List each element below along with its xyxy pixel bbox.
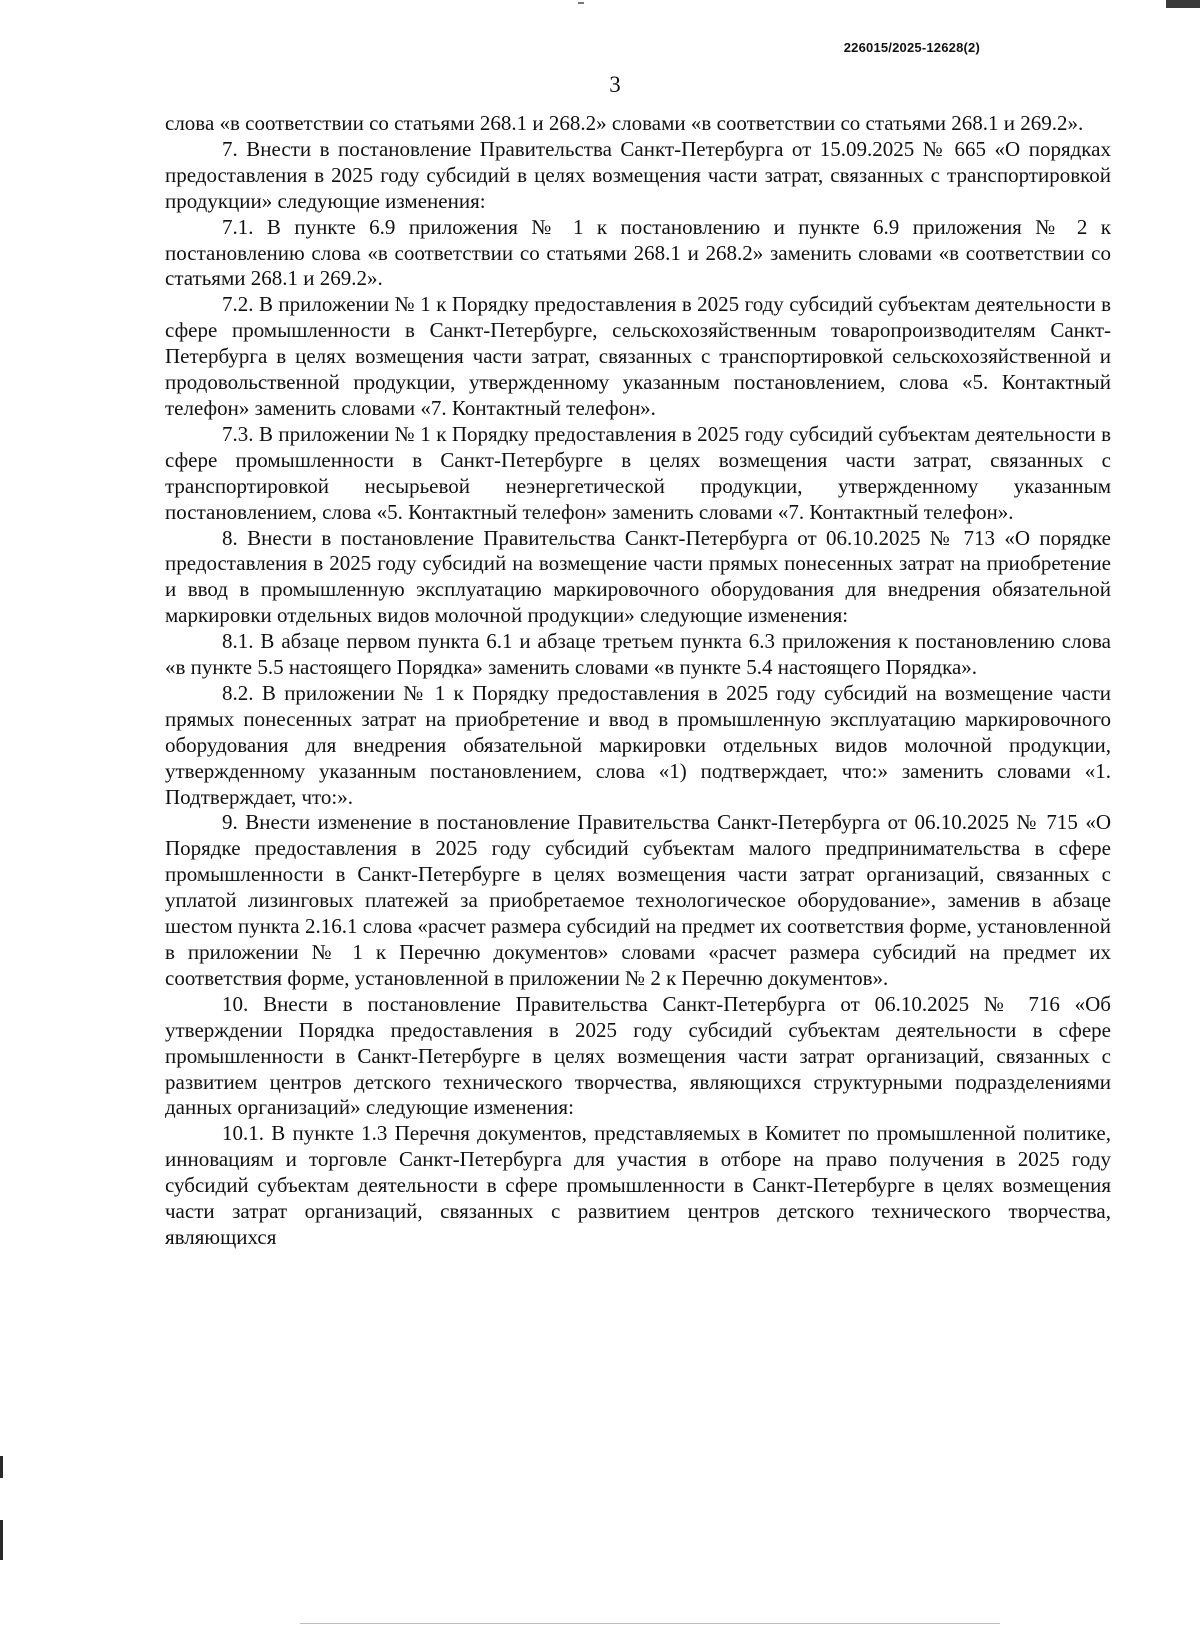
page-number: 3 [609,72,621,97]
scan-artifact-left [0,1520,3,1560]
paragraph-item-10: 10. Внести в постановление Правительства Санкт-Петербурга от 06.10.2025 № 716 «Об утверждении Порядка предоставления в 2025 году субсидий субъектам деятельности в сфере промышленности в Санкт-Петербурге в целях возмещения части затрат организаций, связанных с развитием центров детского технического творчества, являющихся структурными подразделениями данных организаций» следующие изменения: [165,991,1111,1120]
paragraph-item-7-1: 7.1. В пункте 6.9 приложения № 1 к постановлению и пункте 6.9 приложения № 2 к постановлению слова «в соответствии со статьями 268.1 и 268.2» заменить словами «в соответствии со статьями 268.1 и 269.2». [165,214,1111,291]
paragraph-item-7-2: 7.2. В приложении № 1 к Порядку предоставления в 2025 году субсидий субъектам деятельности в сфере промышленности в Санкт-Петербурге, сельскохозяйственным товаропроизводителям Санкт-Петербурга в целях возмещения части затрат, связанных с транспортировкой сельскохозяйственной и продовольственной продукции, утвержденному указанным постановлением, слова «5. Контактный телефон» заменить словами «7. Контактный телефон». [165,292,1111,420]
paragraph-item-9: 9. Внести изменение в постановление Правительства Санкт-Петербурга от 06.10.2025 № 715 «О Порядке предоставления в 2025 году субсидий субъектам малого предпринимательства в сфере промышленности в Санкт-Петербурге в целях возмещения части затрат организаций, связанных с уплатой лизинговых платежей за приобретаемое технологическое оборудование», заменив в абзаце шестом пункта 2.16.1 слова «расчет размера субсидий на предмет их соответствия форме, установленной в приложении № 1 к Перечню документов» словами «расчет размера субсидий на предмет их соответствия форме, установленной в приложении № 2 к Перечню документов». [165,810,1111,990]
scan-artifact-dot [578,2,584,4]
document-body [165,111,1111,1251]
paragraph-item-8: 8. Внести в постановление Правительства Санкт-Петербурга от 06.10.2025 № 713 «О порядке предоставления в 2025 году субсидий на возмещение части прямых понесенных затрат на приобретение и ввод в промышленную эксплуатацию маркировочного оборудования для внедрения обязательной маркировки отдельных видов молочной продукции» следующие изменения: [165,525,1111,628]
scan-artifact-left [0,1456,3,1478]
paragraph-continuation: слова «в соответствии со статьями 268.1 и 268.2» словами «в соответствии со статьями 268.1 и 269.2». [165,111,1084,135]
paragraph-item-7-3: 7.3. В приложении № 1 к Порядку предоставления в 2025 году субсидий субъектам деятельности в сфере промышленности в Санкт-Петербурге в целях возмещения части затрат, связанных с транспортировкой несырьевой неэнергетической продукции, утвержденному указанным постановлением, слова «5. Контактный телефон» заменить словами «7. Контактный телефон». [165,421,1111,524]
paragraph-item-8-1: 8.1. В абзаце первом пункта 6.1 и абзаце третьем пункта 6.3 приложения к постановлению слова «в пункте 5.5 настоящего Порядка» заменить словами «в пункте 5.4 настоящего Порядка». [165,629,1111,680]
scan-artifact-top [1166,0,1200,8]
paragraph-item-7: 7. Внести в постановление Правительства Санкт-Петербурга от 15.09.2025 № 665 «О порядках предоставления в 2025 году субсидий в целях возмещения части затрат, связанных с транспортировкой продукции» следующие изменения: [165,136,1111,213]
document-registration-number: 226015/2025-12628(2) [843,40,980,55]
paragraph-item-10-1: 10.1. В пункте 1.3 Перечня документов, представляемых в Комитет по промышленной политике, инновациям и торговле Санкт-Петербурга для участия в отборе на право получения в 2025 году субсидий субъектам деятельности в сфере промышленности в Санкт-Петербурге в целях возмещения части затрат организаций, связанных с развитием центров детского технического творчества, являющихся [165,1121,1111,1249]
scan-artifact-bottom [300,1623,1000,1624]
paragraph-item-8-2: 8.2. В приложении № 1 к Порядку предоставления в 2025 году субсидий на возмещение части прямых понесенных затрат на приобретение и ввод в промышленную эксплуатацию маркировочного оборудования для внедрения обязательной маркировки отдельных видов молочной продукции, утвержденному указанным постановлением, слова «1) подтверждает, что:» заменить словами «1. Подтверждает, что:». [165,680,1111,809]
